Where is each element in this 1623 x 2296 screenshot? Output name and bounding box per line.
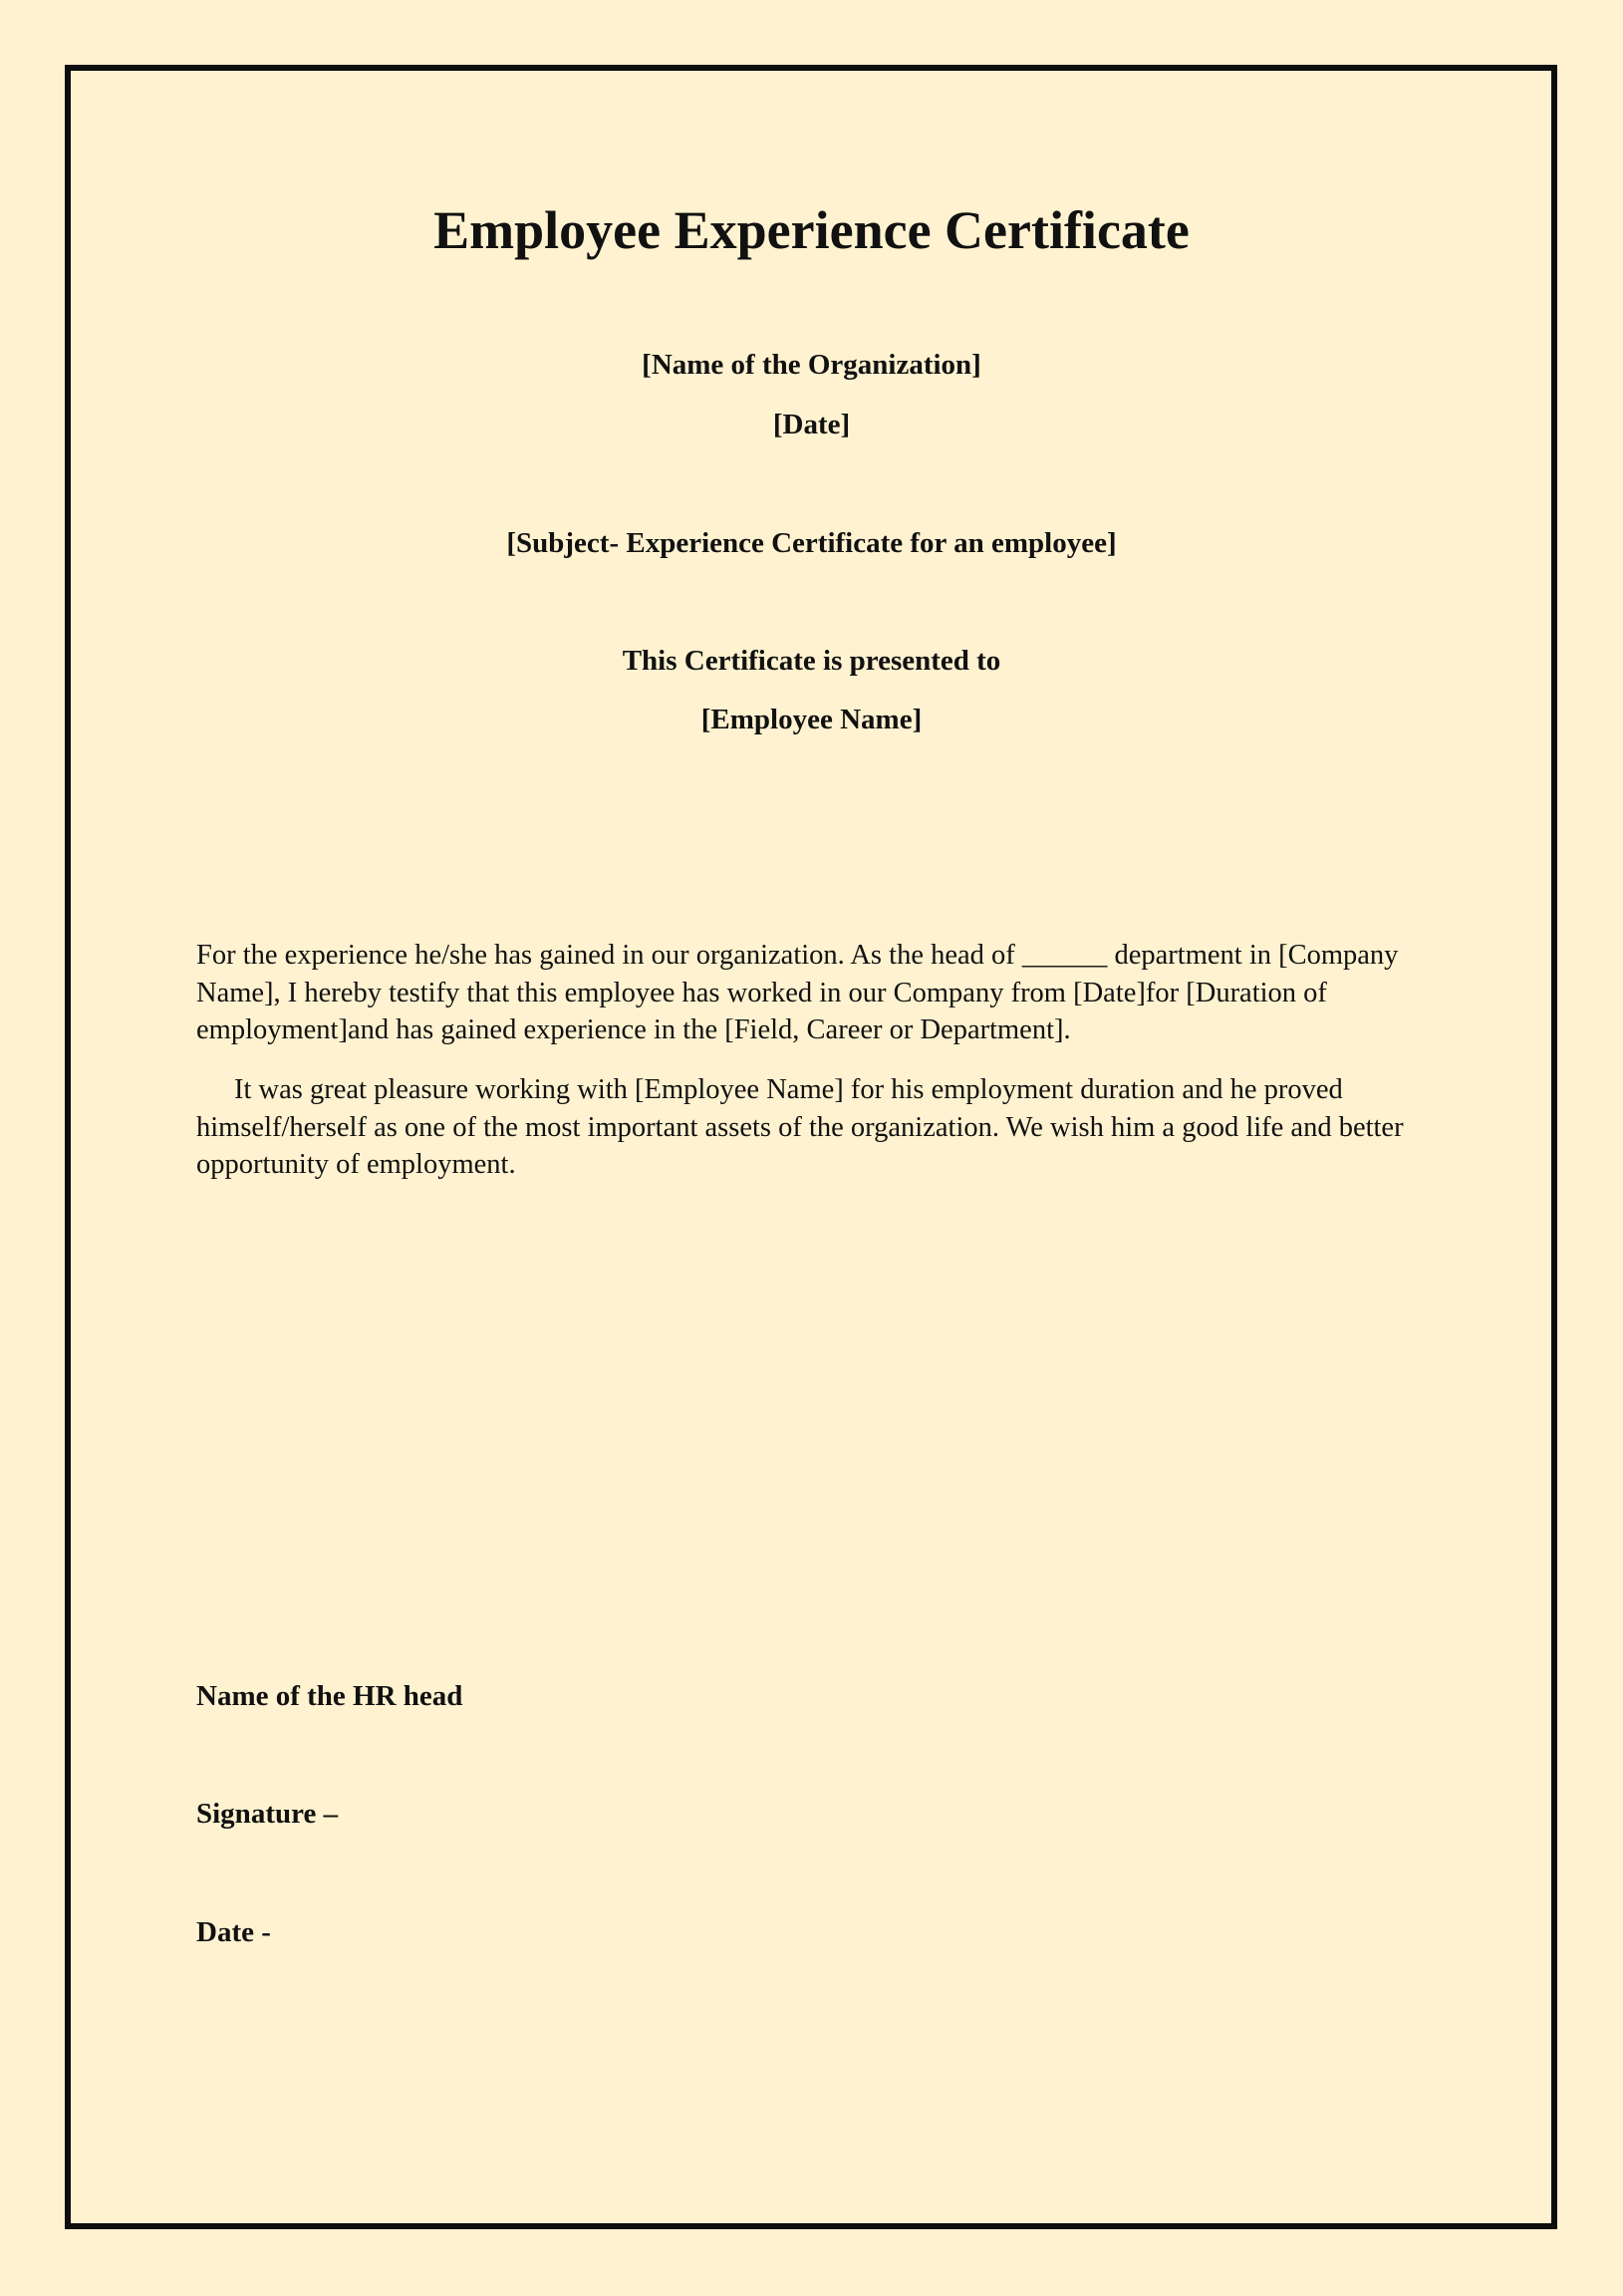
employee-name: [Employee Name] <box>700 704 923 735</box>
certificate-subject: [Subject- Experience Certificate for an employee] <box>506 527 1117 559</box>
sign-date-label: Date - <box>196 1916 271 1948</box>
certificate-date: [Date] <box>772 409 851 440</box>
certificate-title: Employee Experience Certificate <box>433 200 1190 260</box>
experience-paragraph: For the experience he/she has gained in our organization. As the head of ______ department in [Company Name], I hereby testify that this employee has worked in our Company from [Date]for [Duration of employment]and has gained experience in the [Field, Career or Department]. <box>196 940 1399 1045</box>
hr-head-label: Name of the HR head <box>196 1680 463 1712</box>
organization-name: [Name of the Organization] <box>642 349 981 381</box>
presented-to-line: This Certificate is presented to <box>622 645 1001 677</box>
signature-label: Signature – <box>196 1798 339 1830</box>
appreciation-paragraph: It was great pleasure working with [Employee Name] for his employment duration and he proved himself/herself as one of the most important assets of the organization. We wish him a good life and better opportunity of employment. <box>196 1074 1404 1180</box>
